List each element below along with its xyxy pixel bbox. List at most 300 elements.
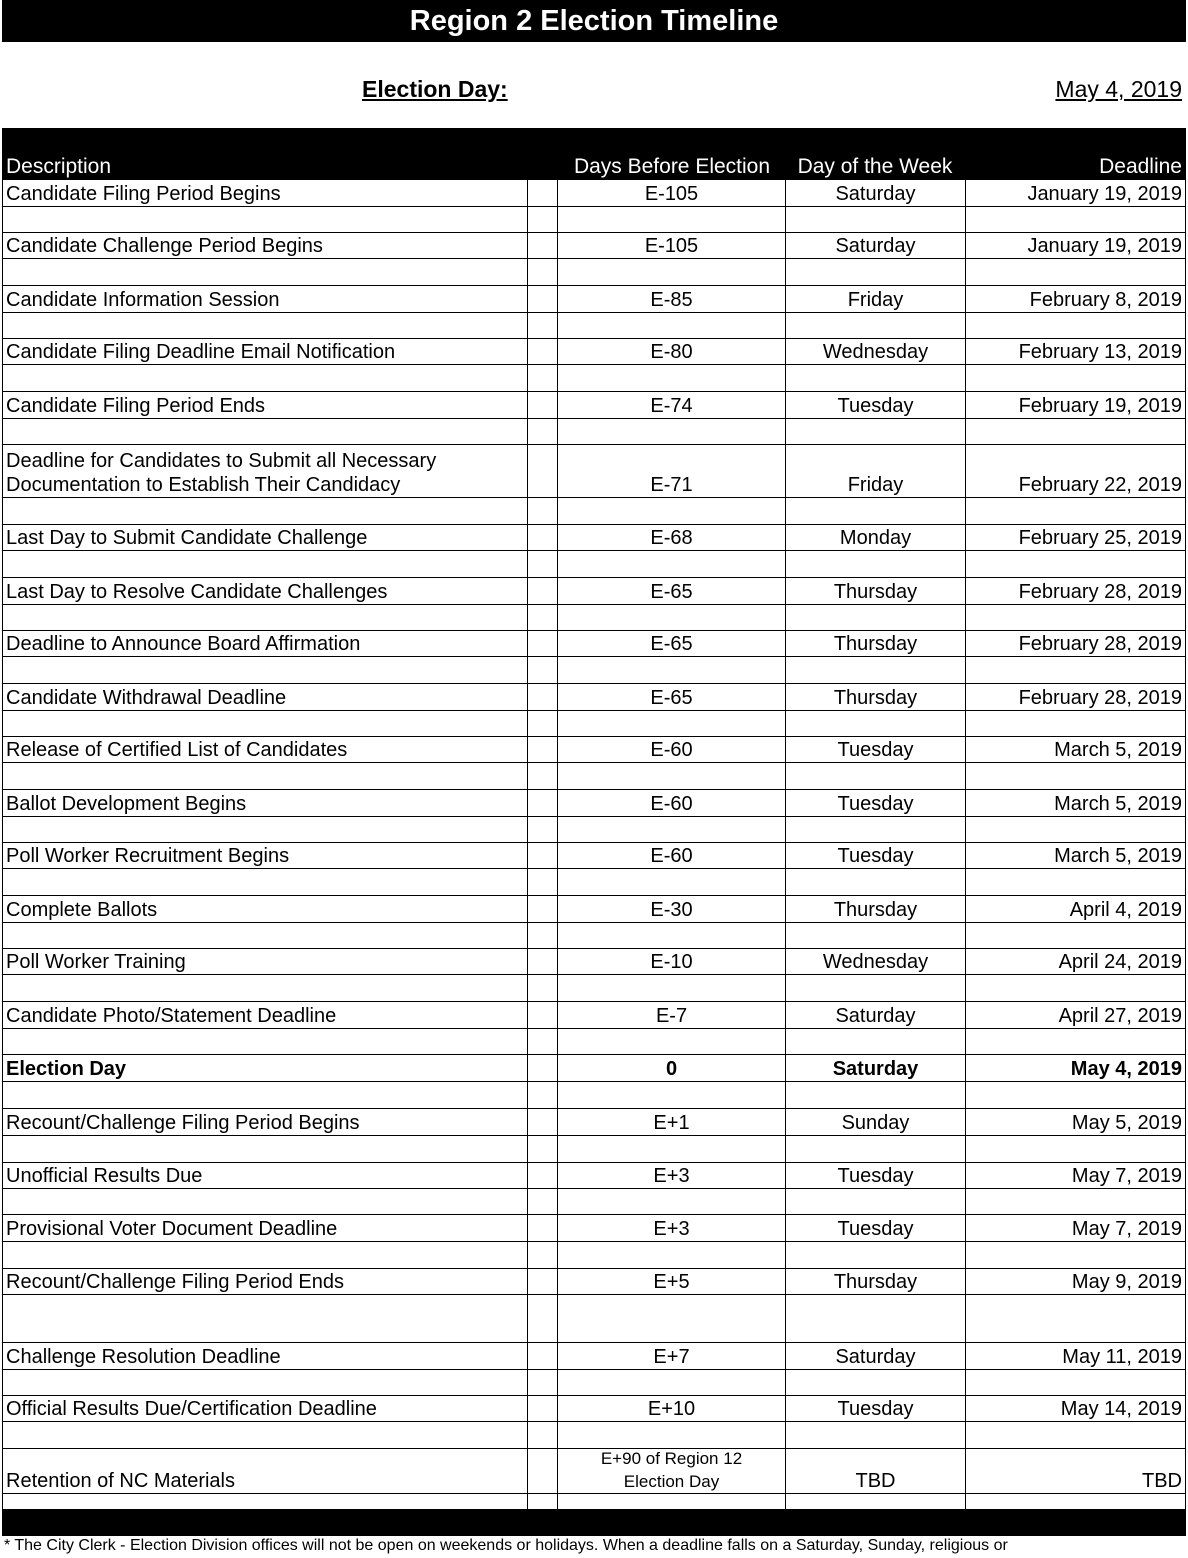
day-of-week-text: Tuesday — [837, 793, 914, 815]
day-of-week-cell — [785, 1396, 965, 1421]
empty-cell — [785, 498, 965, 524]
election-day-value: May 4, 2019 — [1055, 76, 1182, 102]
empty-cell — [527, 923, 557, 948]
description-cell — [2, 233, 527, 258]
day-of-week-text: Wednesday — [822, 951, 929, 973]
description-cell — [2, 790, 527, 816]
deadline-text: February 13, 2019 — [1018, 341, 1182, 363]
deadline-cell — [965, 896, 1186, 922]
description-cell — [2, 445, 527, 497]
days-before-text: E-74 — [650, 395, 693, 417]
gap-cell — [527, 1109, 557, 1135]
days-before-text: E-30 — [650, 899, 693, 921]
empty-cell — [2, 923, 527, 948]
table-row — [2, 1109, 1186, 1136]
empty-cell — [557, 923, 785, 948]
days-before-cell — [557, 392, 785, 418]
spacer-row — [2, 869, 1186, 896]
empty-cell — [785, 817, 965, 842]
empty-cell — [557, 711, 785, 736]
empty-cell — [965, 1422, 1186, 1448]
deadline-cell — [965, 1269, 1186, 1294]
day-of-week-text: Thursday — [833, 1271, 918, 1293]
description-cell — [2, 737, 527, 762]
gap-cell — [527, 1269, 557, 1294]
description-cell — [2, 1396, 527, 1421]
empty-cell — [965, 1136, 1186, 1162]
day-of-week-text: Thursday — [833, 687, 918, 709]
gap-cell — [527, 896, 557, 922]
empty-cell — [2, 365, 527, 391]
deadline-text: March 5, 2019 — [1054, 845, 1182, 867]
days-before-cell — [557, 1396, 785, 1421]
deadline-text: February 28, 2019 — [1018, 687, 1182, 709]
description-text — [6, 449, 527, 497]
empty-cell — [557, 259, 785, 285]
timeline-table — [2, 180, 1186, 1520]
description-text: Candidate Information Session — [6, 289, 280, 311]
day-of-week-cell — [785, 790, 965, 816]
empty-cell — [785, 419, 965, 444]
empty-cell — [965, 817, 1186, 842]
deadline-cell — [965, 578, 1186, 604]
days-before-cell — [557, 684, 785, 710]
empty-cell — [527, 365, 557, 391]
empty-cell — [785, 1422, 965, 1448]
empty-cell — [557, 1189, 785, 1214]
empty-cell — [557, 975, 785, 1001]
day-of-week-cell — [785, 578, 965, 604]
description-text: Recount/Challenge Filing Period Ends — [6, 1271, 344, 1293]
gap-cell — [527, 1163, 557, 1188]
days-before-text: E-85 — [650, 289, 693, 311]
description-text: Poll Worker Recruitment Begins — [6, 845, 290, 867]
table-row — [2, 949, 1186, 975]
gap-cell — [527, 737, 557, 762]
deadline-cell — [965, 1215, 1186, 1241]
gap-cell — [527, 790, 557, 816]
empty-cell — [2, 1370, 527, 1395]
table-row — [2, 286, 1186, 313]
days-before-text: E+3 — [653, 1218, 690, 1240]
days-before-cell — [557, 525, 785, 550]
days-before-cell — [557, 843, 785, 868]
header-description: Description — [6, 155, 112, 178]
day-of-week-text: Sunday — [841, 1112, 910, 1134]
deadline-cell — [965, 790, 1186, 816]
table-row — [2, 1343, 1186, 1370]
deadline-cell — [965, 1002, 1186, 1028]
day-of-week-text: Friday — [847, 474, 904, 496]
empty-cell — [527, 1242, 557, 1268]
gap-cell — [527, 392, 557, 418]
empty-cell — [965, 1370, 1186, 1395]
empty-cell — [557, 1082, 785, 1108]
day-of-week-cell — [785, 445, 965, 497]
gap-cell — [527, 233, 557, 258]
empty-cell — [557, 551, 785, 577]
days-before-text: E-65 — [650, 687, 693, 709]
table-row — [2, 1396, 1186, 1422]
deadline-text: May 4, 2019 — [1070, 1058, 1182, 1080]
header-days-before: Days Before Election — [573, 155, 771, 178]
days-before-text-line2: Election Day — [623, 1472, 720, 1491]
days-before-cell — [557, 1163, 785, 1188]
deadline-text: February 19, 2019 — [1018, 395, 1182, 417]
empty-cell — [965, 657, 1186, 683]
spacer-row — [2, 1295, 1186, 1343]
spacer-row — [2, 313, 1186, 339]
empty-cell — [785, 1029, 965, 1054]
table-row — [2, 445, 1186, 498]
description-cell — [2, 949, 527, 974]
gap-cell — [527, 631, 557, 656]
deadline-text: TBD — [1142, 1470, 1182, 1492]
gap-cell — [527, 180, 557, 206]
days-before-text: E-60 — [650, 793, 693, 815]
empty-cell — [527, 1082, 557, 1108]
deadline-text: May 7, 2019 — [1071, 1218, 1182, 1240]
empty-cell — [557, 1370, 785, 1395]
deadline-cell — [965, 1396, 1186, 1421]
description-text: Candidate Photo/Statement Deadline — [6, 1005, 337, 1027]
empty-cell — [785, 763, 965, 789]
days-before-text: E-10 — [650, 951, 693, 973]
gap-cell — [527, 1396, 557, 1421]
description-text: Candidate Withdrawal Deadline — [6, 687, 287, 709]
empty-cell — [965, 419, 1186, 444]
empty-cell — [785, 551, 965, 577]
day-of-week-text: Saturday — [835, 1005, 916, 1027]
empty-cell — [557, 869, 785, 895]
empty-cell — [2, 419, 527, 444]
empty-cell — [557, 763, 785, 789]
spacer-row — [2, 419, 1186, 445]
days-before-cell — [557, 286, 785, 312]
empty-cell — [2, 1295, 527, 1342]
empty-cell — [527, 313, 557, 338]
day-of-week-text: TBD — [855, 1470, 896, 1492]
deadline-cell — [965, 684, 1186, 710]
spacer-row — [2, 1029, 1186, 1055]
empty-cell — [2, 817, 527, 842]
empty-cell — [557, 207, 785, 232]
days-before-text: E-105 — [644, 235, 699, 257]
empty-cell — [527, 657, 557, 683]
description-cell — [2, 684, 527, 710]
empty-cell — [557, 313, 785, 338]
days-before-cell — [557, 1109, 785, 1135]
empty-cell — [527, 711, 557, 736]
spacer-row — [2, 1422, 1186, 1449]
empty-cell — [785, 1189, 965, 1214]
description-text-line1: Deadline for Candidates to Submit all Necessary — [6, 450, 437, 472]
table-row — [2, 631, 1186, 657]
description-cell — [2, 631, 527, 656]
day-of-week-cell — [785, 180, 965, 206]
days-before-text: E-80 — [650, 341, 693, 363]
gap-cell — [527, 949, 557, 974]
empty-cell — [965, 605, 1186, 630]
empty-cell — [785, 657, 965, 683]
deadline-text: April 4, 2019 — [1069, 899, 1182, 921]
empty-cell — [527, 207, 557, 232]
empty-cell — [965, 1189, 1186, 1214]
deadline-text: January 19, 2019 — [1027, 235, 1182, 257]
empty-cell — [785, 313, 965, 338]
empty-cell — [785, 259, 965, 285]
description-cell — [2, 286, 527, 312]
empty-cell — [557, 365, 785, 391]
day-of-week-cell — [785, 1215, 965, 1241]
description-cell — [2, 1109, 527, 1135]
empty-cell — [965, 923, 1186, 948]
days-before-text: 0 — [665, 1058, 678, 1080]
spacer-row — [2, 711, 1186, 737]
page-title: Region 2 Election Timeline — [2, 0, 1186, 42]
days-before-cell — [557, 631, 785, 656]
deadline-text: May 5, 2019 — [1071, 1112, 1182, 1134]
description-text: Last Day to Resolve Candidate Challenges — [6, 581, 388, 603]
table-row — [2, 392, 1186, 419]
day-of-week-text: Tuesday — [837, 395, 914, 417]
table-row — [2, 233, 1186, 259]
empty-cell — [557, 1242, 785, 1268]
days-before-cell — [557, 180, 785, 206]
description-cell — [2, 1055, 527, 1081]
day-of-week-text: Thursday — [833, 581, 918, 603]
day-of-week-text: Saturday — [832, 1058, 919, 1080]
gap-cell — [527, 1002, 557, 1028]
deadline-cell — [965, 445, 1186, 497]
empty-cell — [785, 711, 965, 736]
gap-cell — [527, 525, 557, 550]
days-before-cell — [557, 1215, 785, 1241]
table-row — [2, 843, 1186, 869]
deadline-text: May 11, 2019 — [1062, 1346, 1182, 1368]
days-before-cell — [557, 949, 785, 974]
day-of-week-text: Tuesday — [837, 1398, 914, 1420]
empty-cell — [527, 1370, 557, 1395]
day-of-week-cell — [785, 1109, 965, 1135]
empty-cell — [557, 657, 785, 683]
day-of-week-text: Saturday — [835, 235, 916, 257]
empty-cell — [527, 975, 557, 1001]
spacer-row — [2, 763, 1186, 790]
empty-cell — [2, 605, 527, 630]
empty-cell — [527, 551, 557, 577]
description-text: Candidate Filing Deadline Email Notification — [6, 341, 396, 363]
days-before-cell — [557, 896, 785, 922]
description-text: Ballot Development Begins — [6, 793, 247, 815]
empty-cell — [785, 1136, 965, 1162]
empty-cell — [527, 763, 557, 789]
description-cell — [2, 339, 527, 364]
empty-cell — [2, 869, 527, 895]
deadline-cell — [965, 1109, 1186, 1135]
description-cell — [2, 1449, 527, 1493]
table-row — [2, 1163, 1186, 1189]
deadline-text: May 14, 2019 — [1060, 1398, 1182, 1420]
day-of-week-text: Tuesday — [837, 845, 914, 867]
days-before-cell — [557, 1269, 785, 1294]
empty-cell — [557, 1295, 785, 1342]
days-before-cell — [557, 1343, 785, 1369]
spacer-row — [2, 365, 1186, 392]
spacer-row — [2, 1189, 1186, 1215]
empty-cell — [2, 1029, 527, 1054]
spacer-row — [2, 259, 1186, 286]
description-text-line2: Documentation to Establish Their Candidacy — [6, 474, 401, 496]
table-row — [2, 180, 1186, 207]
empty-cell — [965, 551, 1186, 577]
spacer-row — [2, 923, 1186, 949]
description-text: Recount/Challenge Filing Period Begins — [6, 1112, 360, 1134]
deadline-text: February 8, 2019 — [1029, 289, 1182, 311]
description-text: Release of Certified List of Candidates — [6, 739, 348, 761]
days-before-text: E-71 — [650, 474, 693, 496]
empty-cell — [965, 498, 1186, 524]
day-of-week-cell — [785, 684, 965, 710]
deadline-text: February 25, 2019 — [1018, 527, 1182, 549]
day-of-week-cell — [785, 339, 965, 364]
day-of-week-text: Tuesday — [837, 739, 914, 761]
days-before-text: E-105 — [644, 183, 699, 205]
description-text: Poll Worker Training — [6, 951, 186, 973]
days-before-cell — [557, 737, 785, 762]
days-before-text: E-60 — [650, 739, 693, 761]
empty-cell — [527, 498, 557, 524]
days-before-text — [558, 1447, 785, 1493]
deadline-cell — [965, 1163, 1186, 1188]
description-cell — [2, 1269, 527, 1294]
spacer-row — [2, 605, 1186, 631]
table-row — [2, 737, 1186, 763]
day-of-week-text: Tuesday — [837, 1165, 914, 1187]
empty-cell — [557, 605, 785, 630]
description-text: Deadline to Announce Board Affirmation — [6, 633, 361, 655]
table-row — [2, 1055, 1186, 1082]
spacer-row — [2, 1136, 1186, 1163]
gap-cell — [527, 445, 557, 497]
deadline-text: April 27, 2019 — [1058, 1005, 1182, 1027]
empty-cell — [965, 207, 1186, 232]
empty-cell — [965, 711, 1186, 736]
spacer-row — [2, 207, 1186, 233]
description-text: Candidate Challenge Period Begins — [6, 235, 323, 257]
deadline-cell — [965, 1449, 1186, 1493]
gap-cell — [527, 1215, 557, 1241]
day-of-week-cell — [785, 286, 965, 312]
description-cell — [2, 180, 527, 206]
table-row — [2, 1269, 1186, 1295]
footnote: * The City Clerk - Election Division offices will not be open on weekends or holidays. When a deadline falls on a Saturday, Sunday, religious or — [4, 1537, 1008, 1554]
description-cell — [2, 1163, 527, 1188]
day-of-week-text: Friday — [847, 289, 904, 311]
days-before-cell — [557, 1449, 785, 1493]
empty-cell — [527, 1295, 557, 1342]
days-before-cell — [557, 233, 785, 258]
days-before-text: E-65 — [650, 581, 693, 603]
empty-cell — [965, 1242, 1186, 1268]
day-of-week-text: Tuesday — [837, 1218, 914, 1240]
empty-cell — [965, 1295, 1186, 1342]
description-cell — [2, 392, 527, 418]
spacer-row — [2, 1082, 1186, 1109]
days-before-text: E+5 — [653, 1271, 690, 1293]
gap-cell — [527, 339, 557, 364]
gap-cell — [527, 1055, 557, 1081]
table-row — [2, 1002, 1186, 1029]
table-row — [2, 684, 1186, 711]
deadline-cell — [965, 1343, 1186, 1369]
empty-cell — [2, 1136, 527, 1162]
empty-cell — [557, 498, 785, 524]
gap-cell — [527, 1449, 557, 1493]
deadline-cell — [965, 1055, 1186, 1081]
days-before-text-line1: E+90 of Region 12 — [600, 1449, 743, 1468]
table-row — [2, 578, 1186, 605]
day-of-week-cell — [785, 843, 965, 868]
days-before-text: E+3 — [653, 1165, 690, 1187]
description-cell — [2, 843, 527, 868]
empty-cell — [557, 817, 785, 842]
day-of-week-text: Saturday — [835, 183, 916, 205]
description-text: Candidate Filing Period Ends — [6, 395, 266, 417]
day-of-week-cell — [785, 1449, 965, 1493]
day-of-week-cell — [785, 233, 965, 258]
deadline-cell — [965, 737, 1186, 762]
empty-cell — [527, 419, 557, 444]
day-of-week-cell — [785, 1343, 965, 1369]
empty-cell — [557, 1136, 785, 1162]
description-cell — [2, 1002, 527, 1028]
deadline-text: January 19, 2019 — [1027, 183, 1182, 205]
deadline-text: May 9, 2019 — [1071, 1271, 1182, 1293]
day-of-week-text: Saturday — [835, 1346, 916, 1368]
empty-cell — [557, 1422, 785, 1448]
days-before-text: E+1 — [653, 1112, 690, 1134]
day-of-week-text: Thursday — [833, 633, 918, 655]
empty-cell — [785, 1370, 965, 1395]
deadline-cell — [965, 180, 1186, 206]
days-before-text: E+7 — [653, 1346, 690, 1368]
table-row — [2, 339, 1186, 365]
day-of-week-cell — [785, 1055, 965, 1081]
empty-cell — [965, 1029, 1186, 1054]
empty-cell — [965, 763, 1186, 789]
empty-cell — [965, 869, 1186, 895]
deadline-cell — [965, 843, 1186, 868]
description-text: Retention of NC Materials — [6, 1470, 235, 1492]
table-row — [2, 1215, 1186, 1242]
days-before-text: E+10 — [647, 1398, 696, 1420]
empty-cell — [785, 1242, 965, 1268]
empty-cell — [2, 498, 527, 524]
deadline-text: May 7, 2019 — [1071, 1165, 1182, 1187]
description-text: Unofficial Results Due — [6, 1165, 203, 1187]
spacer-row — [2, 817, 1186, 843]
empty-cell — [557, 1029, 785, 1054]
spacer-row — [2, 975, 1186, 1002]
deadline-text: February 28, 2019 — [1018, 581, 1182, 603]
description-cell — [2, 896, 527, 922]
empty-cell — [527, 605, 557, 630]
gap-cell — [527, 286, 557, 312]
deadline-text: March 5, 2019 — [1054, 793, 1182, 815]
day-of-week-cell — [785, 1163, 965, 1188]
day-of-week-cell — [785, 392, 965, 418]
